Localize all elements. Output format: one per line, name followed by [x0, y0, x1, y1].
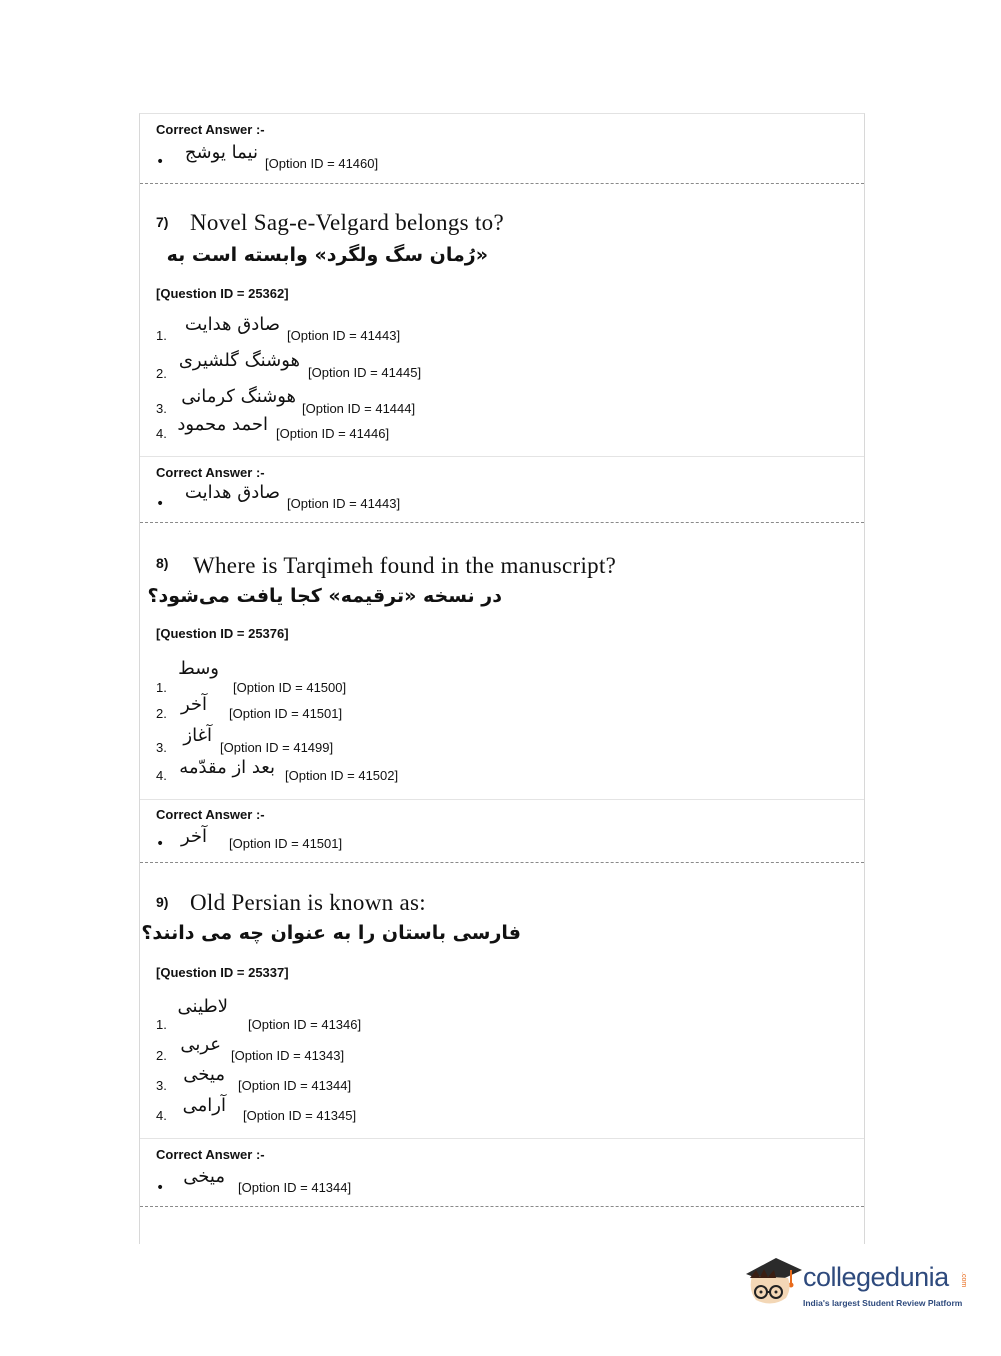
option-id: [Option ID = 41443]: [287, 328, 401, 343]
mascot-icon: [742, 1250, 804, 1312]
option-text: احمد محمود: [177, 414, 268, 435]
option-number: 1.: [156, 328, 167, 343]
option-number: 1.: [156, 1017, 167, 1032]
correct-answer-label: Correct Answer :-: [156, 807, 265, 822]
bullet: •: [156, 154, 165, 170]
option-number: 2.: [156, 706, 167, 721]
collegedunia-logo: [742, 1250, 972, 1320]
option-id: [Option ID = 41343]: [231, 1048, 345, 1063]
question-number: 8): [156, 555, 169, 571]
question-text-fa: فارسی باستان را به عنوان چه می دانند؟: [141, 922, 521, 944]
option-text: بعد از مقدّمه: [179, 757, 275, 778]
option-text: آغاز: [183, 725, 212, 746]
answer-option-id: [Option ID = 41344]: [238, 1180, 352, 1195]
option-id: [Option ID = 41499]: [220, 740, 334, 755]
question-text-fa: «رُمان سگ ولگرد» وابسته است به: [166, 244, 488, 266]
option-id: [Option ID = 41444]: [302, 401, 416, 416]
option-number: 4.: [156, 1108, 167, 1123]
option-id: [Option ID = 41502]: [285, 768, 399, 783]
option-text: لاطینی: [177, 996, 228, 1017]
question-text-en: Old Persian is known as:: [190, 890, 426, 915]
option-id: [Option ID = 41345]: [243, 1108, 357, 1123]
divider: [140, 522, 864, 523]
prev-answer-option-id: [Option ID = 41460]: [265, 156, 379, 171]
option-number: 3.: [156, 1078, 167, 1093]
option-number: 4.: [156, 768, 167, 783]
divider: [140, 183, 864, 184]
option-number: 1.: [156, 680, 167, 695]
divider: [140, 862, 864, 863]
divider: [140, 1138, 864, 1139]
option-id: [Option ID = 41500]: [233, 680, 347, 695]
option-text: آرامی: [182, 1095, 226, 1116]
option-id: [Option ID = 41501]: [229, 706, 343, 721]
answer-text: صادق هدایت: [184, 482, 280, 503]
divider: [140, 1206, 864, 1207]
bullet: •: [156, 1180, 165, 1196]
option-number: 2.: [156, 366, 167, 381]
answer-option-id: [Option ID = 41501]: [229, 836, 343, 851]
logo-com: .com: [960, 1272, 967, 1288]
question-number: 9): [156, 894, 169, 910]
correct-answer-label: Correct Answer :-: [156, 465, 265, 480]
option-id: [Option ID = 41344]: [238, 1078, 352, 1093]
option-id: [Option ID = 41445]: [308, 365, 422, 380]
option-text: میخی: [183, 1064, 225, 1085]
bullet: •: [156, 496, 165, 512]
question-text-en: Where is Tarqimeh found in the manuscript?: [193, 553, 617, 578]
question-id: [Question ID = 25337]: [156, 965, 289, 980]
option-number: 3.: [156, 740, 167, 755]
option-id: [Option ID = 41446]: [276, 426, 390, 441]
logo-tagline: India's largest Student Review Platform: [803, 1298, 963, 1308]
answer-text: آخر: [180, 826, 207, 847]
option-number: 3.: [156, 401, 167, 416]
question-text-en: Novel Sag-e-Velgard belongs to?: [190, 210, 504, 235]
logo-name: collegedunia: [803, 1262, 949, 1292]
question-id: [Question ID = 25362]: [156, 286, 289, 301]
option-text: عربی: [180, 1034, 221, 1055]
bullet: •: [156, 836, 165, 852]
option-text: آخر: [180, 694, 207, 715]
option-text: هوشنگ گلشیری: [178, 350, 300, 371]
option-text: وسط: [178, 658, 219, 679]
option-number: 2.: [156, 1048, 167, 1063]
answer-option-id: [Option ID = 41443]: [287, 496, 401, 511]
answer-text: میخی: [183, 1166, 225, 1187]
correct-answer-label: Correct Answer :-: [156, 1147, 265, 1162]
page-frame: [139, 113, 865, 1244]
option-id: [Option ID = 41346]: [248, 1017, 362, 1032]
question-id: [Question ID = 25376]: [156, 626, 289, 641]
divider: [140, 456, 864, 457]
question-number: 7): [156, 214, 169, 230]
option-text: هوشنگ کرمانی: [181, 386, 296, 407]
option-number: 4.: [156, 426, 167, 441]
question-text-fa: در نسخه «ترقیمه» کجا یافت می‌شود؟: [147, 585, 502, 607]
divider: [140, 799, 864, 800]
prev-correct-answer-label: Correct Answer :-: [156, 122, 265, 137]
prev-answer-text: نیما یوشج: [184, 142, 258, 163]
option-text: صادق هدایت: [184, 314, 280, 335]
